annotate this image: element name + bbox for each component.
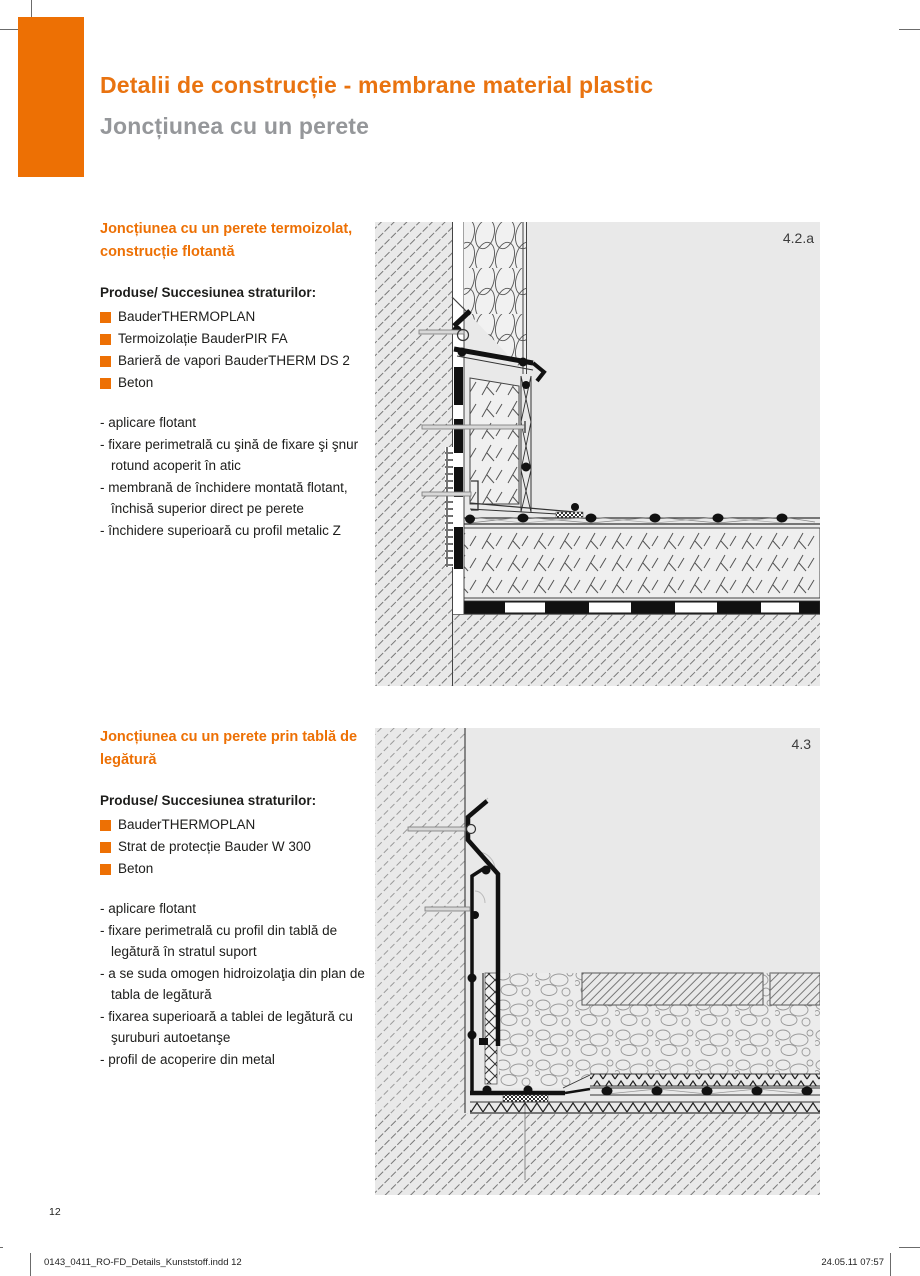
section-1 — [100, 218, 378, 541]
product-item — [100, 372, 378, 394]
orange-bullet-icon — [100, 312, 111, 323]
product-item — [100, 328, 378, 350]
profile-rivet — [467, 825, 476, 834]
section-1-notes — [100, 412, 378, 541]
section-1-heading: Joncțiunea cu un perete termoizolat, construcție flotantă — [100, 221, 353, 260]
orange-bullet-icon — [100, 842, 111, 853]
wall-junction-insulated-drawing — [375, 222, 820, 686]
note-item: - aplicare flotant — [100, 415, 197, 430]
rail-segment — [454, 419, 463, 453]
paving-slabs — [582, 973, 820, 1005]
orange-bullet-icon — [100, 378, 111, 389]
figure-label: 4.3 — [791, 736, 811, 752]
note-item: - închidere superioară cu profil metalic Z — [100, 522, 341, 538]
crop-mark-top-right-h — [899, 29, 920, 30]
page-title: Detalii de construcție - membrane material plastic — [100, 72, 654, 98]
footer-datetime: 24.05.11 07:57 — [821, 1257, 884, 1268]
crop-mark-bottom-right-h — [899, 1247, 920, 1248]
brand-orange-block — [18, 17, 84, 177]
crop-mark-bottom-left-v — [30, 1253, 31, 1276]
detail-drawing-4-3 — [375, 728, 820, 1195]
crop-mark-bottom-left-h — [0, 1247, 3, 1248]
crop-mark-bottom-right-v — [890, 1253, 891, 1276]
note-item: - fixarea superioară a tablei de legătură cu şuruburi autoetanşe — [100, 1008, 353, 1045]
footer-file-info: 0143_0411_RO-FD_Details_Kunststoff.indd 12 — [44, 1257, 242, 1268]
product-item — [100, 814, 378, 836]
wall-screw — [422, 492, 471, 496]
product-item — [100, 836, 378, 858]
note-item: - profil de acoperire din metal — [100, 1051, 275, 1067]
crop-mark-top-left-v — [31, 0, 32, 17]
concrete-wall-hatch — [375, 728, 465, 1113]
product-label: Strat de protecție Bauder W 300 — [118, 839, 311, 854]
vapour-barrier-layer — [464, 601, 820, 614]
protection-zigzag-upper — [563, 1074, 820, 1088]
product-item — [100, 306, 378, 328]
page-number: 12 — [49, 1206, 61, 1218]
concrete-slab-hatch — [453, 614, 820, 686]
wall-screw — [422, 425, 525, 429]
section-1-products-title: Produse/ Succesiunea straturilor: — [100, 285, 317, 300]
concrete-slab-hatch — [375, 1113, 820, 1195]
figure-label: 4.2.a — [782, 230, 814, 246]
note-item: - aplicare flotant — [100, 901, 197, 916]
section-2-products-title: Produse/ Succesiunea straturilor: — [100, 793, 317, 808]
rail-segment — [454, 367, 463, 405]
page-subtitle: Joncțiunea cu un perete — [100, 113, 370, 139]
orange-bullet-icon — [100, 820, 111, 831]
product-label: Barieră de vapori BauderTHERM DS 2 — [118, 353, 350, 368]
wall-screw — [425, 907, 470, 911]
weld-strip — [556, 512, 583, 518]
note-item: - fixare perimetrală cu profil din tablă de legătură în stratul suport — [100, 922, 338, 959]
product-label: BauderTHERMOPLAN — [118, 309, 256, 324]
section-2-heading: Joncțiunea cu un perete prin tablă de legătură — [100, 729, 358, 768]
wall-ladder-strip — [445, 447, 453, 567]
product-item — [100, 350, 378, 372]
product-label: BauderTHERMOPLAN — [118, 817, 256, 832]
product-label: Termoizolație BauderPIR FA — [118, 331, 288, 346]
product-label: Beton — [118, 861, 154, 876]
orange-bullet-icon — [100, 356, 111, 367]
detail-drawing-4-2-a — [375, 222, 820, 686]
note-item: - membrană de închidere montată flotant, închisă superior direct pe perete — [100, 479, 348, 516]
wall-screw — [408, 827, 465, 831]
weld-strip — [503, 1095, 548, 1102]
product-label: Beton — [118, 375, 154, 390]
section-2-notes — [100, 898, 378, 1070]
protection-zigzag-lower — [470, 1102, 820, 1113]
note-item: - a se suda omogen hidroizolaţia din plan de tabla de legătură — [100, 965, 365, 1002]
section-2 — [100, 726, 378, 1070]
product-item — [100, 858, 378, 880]
rail-segment — [454, 527, 463, 569]
note-item: - fixare perimetrală cu şină de fixare şi şnur rotund acoperit în atic — [100, 436, 359, 473]
wall-junction-sheet-drawing — [375, 728, 820, 1195]
concrete-wall-hatch — [375, 222, 453, 686]
orange-bullet-icon — [100, 334, 111, 345]
orange-bullet-icon — [100, 864, 111, 875]
